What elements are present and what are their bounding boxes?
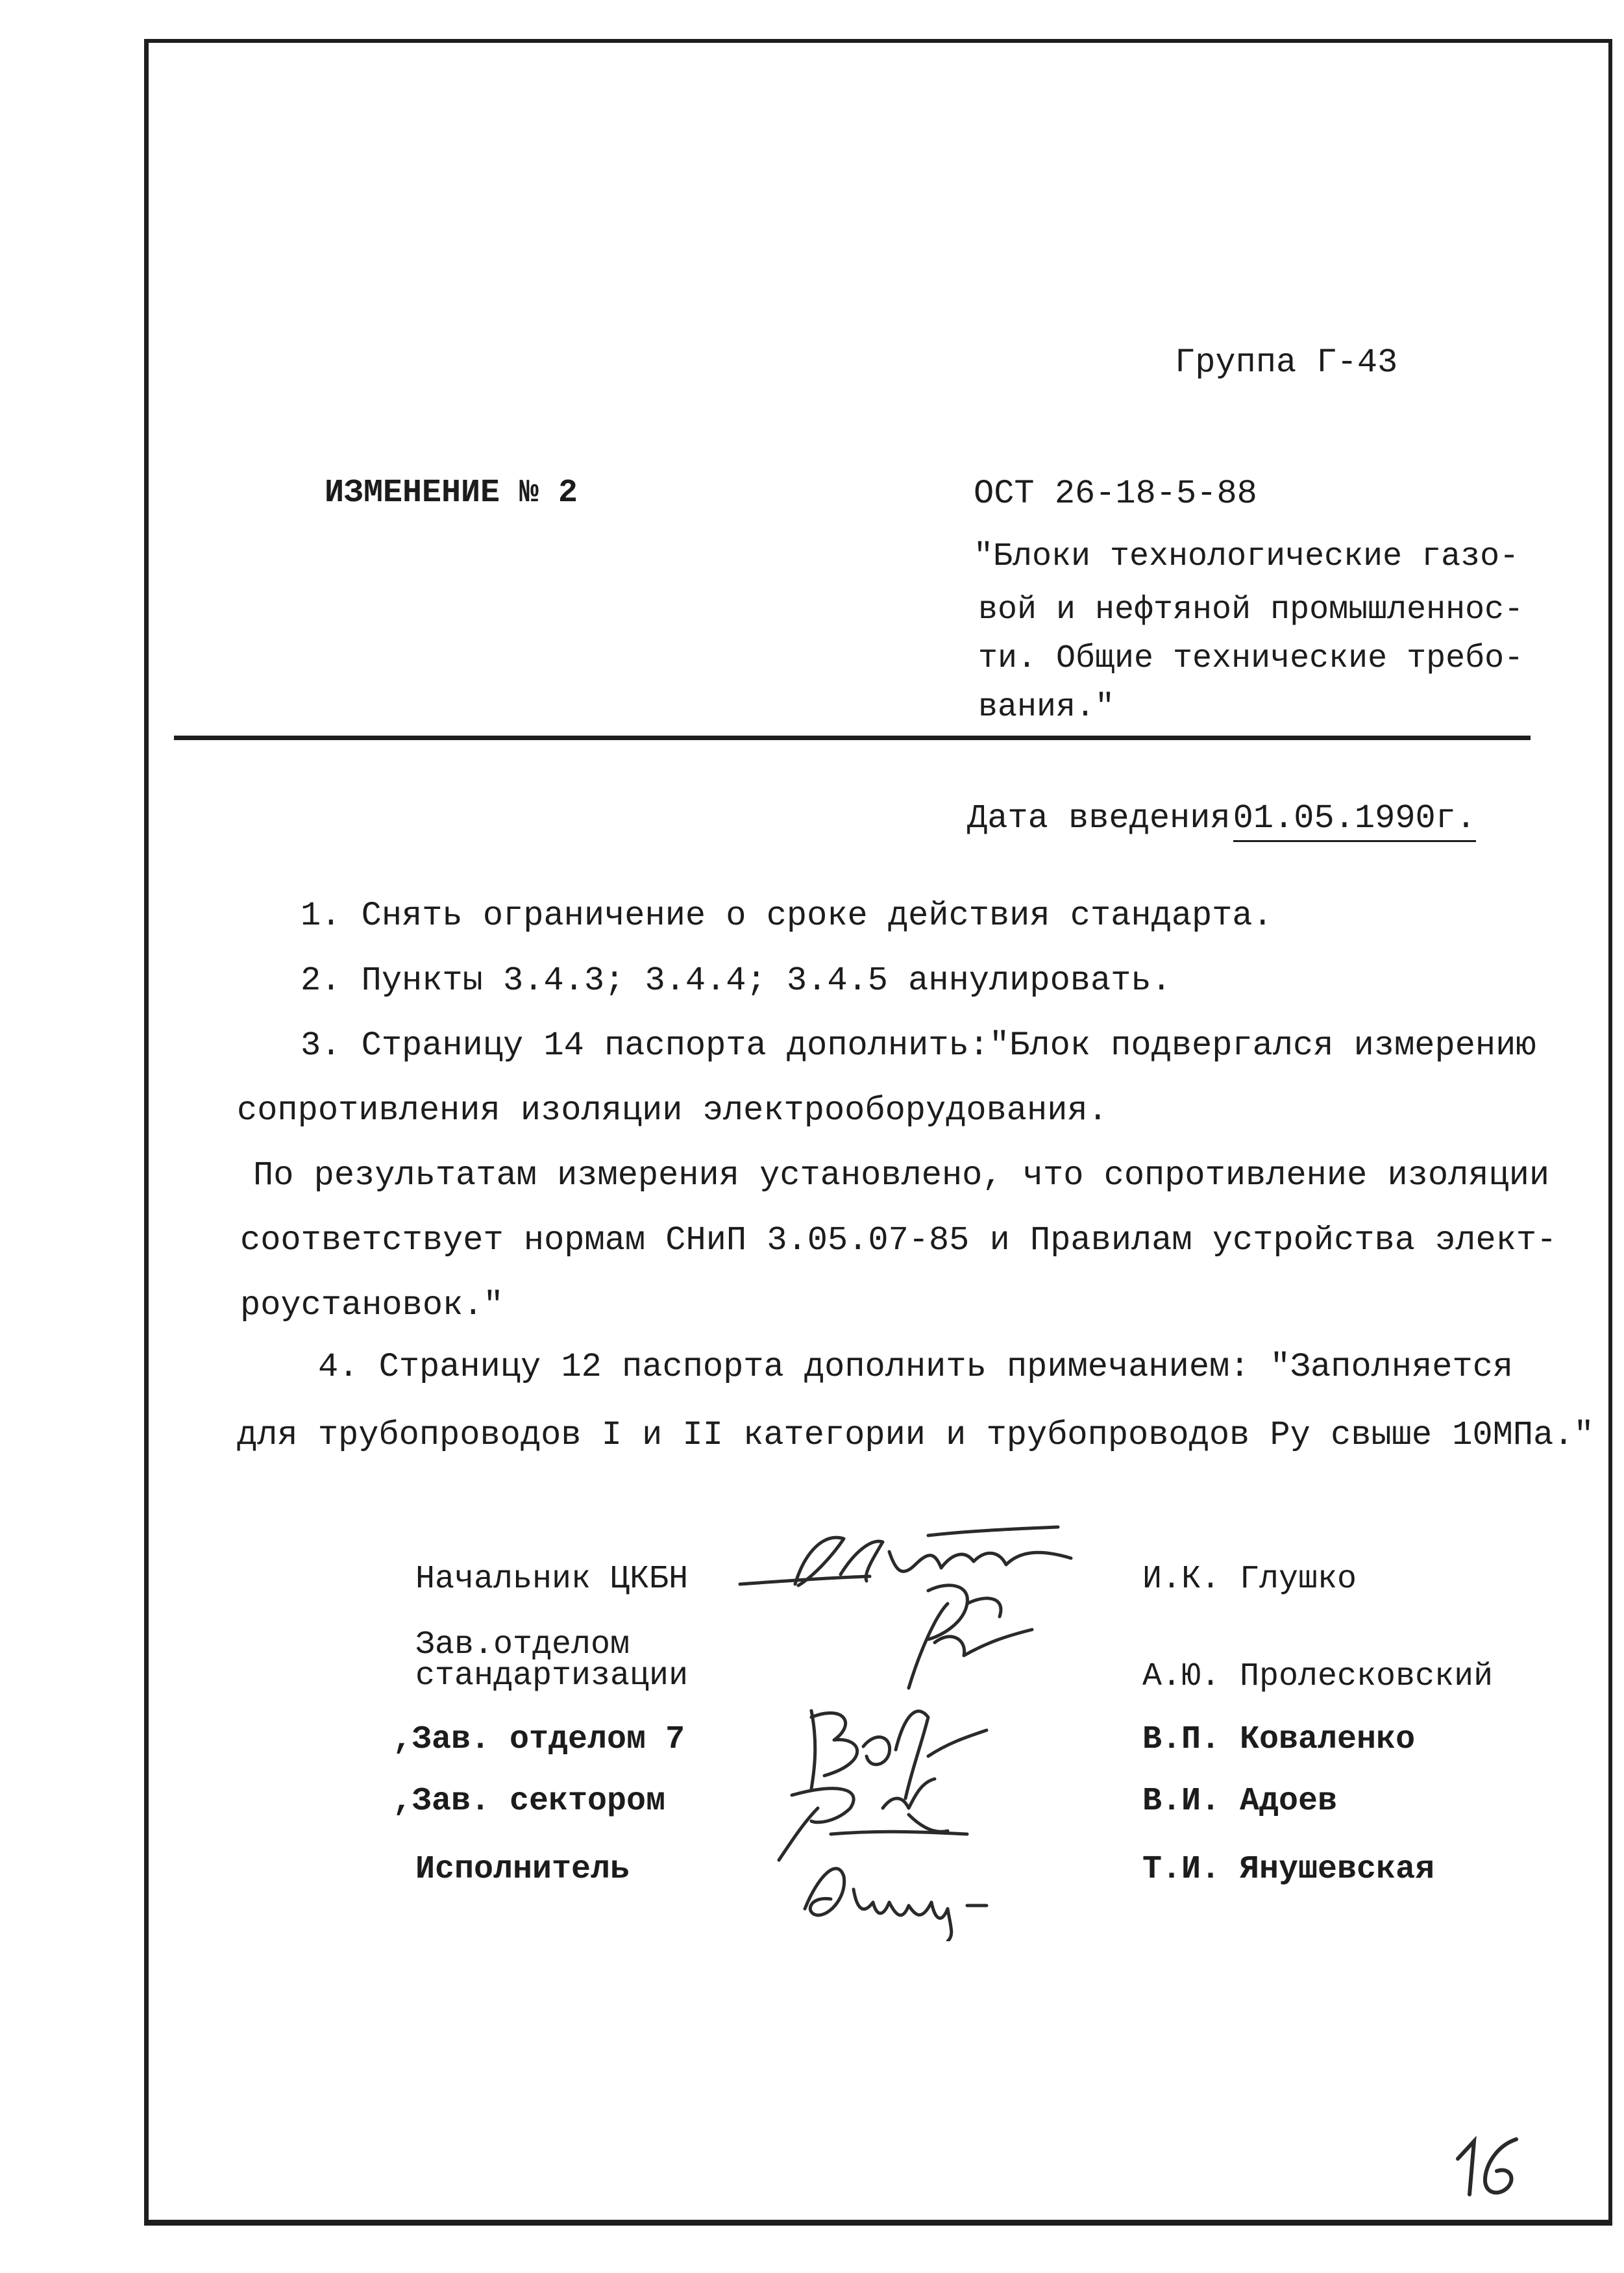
group-label: Группа Г-43 xyxy=(1175,343,1398,382)
signatory-3-position: ,Зав. отделом 7 xyxy=(393,1721,685,1758)
signatory-1-position: Начальник ЦКБН xyxy=(415,1561,689,1598)
standard-code: ОСТ 26-18-5-88 xyxy=(974,475,1257,513)
item-1: 1. Снять ограничение о сроке действия стандарта. xyxy=(301,897,1273,935)
item-3-line-5: роустановок." xyxy=(240,1286,504,1324)
header-divider xyxy=(174,736,1531,740)
effective-date-value: 01.05.1990г. xyxy=(1233,799,1476,842)
item-3-line-3: По результатам измерения установлено, что сопротивление изоляции xyxy=(253,1156,1550,1195)
signatory-2-position: Зав.отделом стандартизации xyxy=(415,1626,689,1695)
standard-title-line-1: "Блоки технологические газо- xyxy=(974,538,1519,575)
signature-5 xyxy=(792,1837,1006,1941)
page-number-handwritten xyxy=(1445,2130,1536,2201)
item-3-line-4: соответствует нормам СНиП 3.05.07-85 и Правилам устройства элект- xyxy=(240,1221,1557,1260)
signatory-4-position: ,Зав. сектором xyxy=(393,1783,666,1820)
item-3-line-1: 3. Страницу 14 паспорта дополнить:"Блок подвергался измерению xyxy=(301,1026,1536,1065)
change-number: ИЗМЕНЕНИЕ № 2 xyxy=(325,475,578,512)
signatory-4-name: В.И. Адоев xyxy=(1142,1783,1338,1820)
signatory-1-name: И.К. Глушко xyxy=(1142,1561,1357,1598)
effective-date xyxy=(967,799,1477,838)
item-3-line-2: сопротивления изоляции электрооборудования. xyxy=(237,1091,1108,1130)
item-4-line-2: для трубопроводов I и II категории и трубопроводов Ру свыше 10МПа." xyxy=(237,1416,1594,1454)
signatory-5-name: Т.И. Янушевская xyxy=(1142,1851,1435,1888)
item-4-line-1: 4. Страницу 12 паспорта дополнить примечанием: "Заполняется xyxy=(318,1348,1514,1386)
signatory-2-name: А.Ю. Пролесковский xyxy=(1142,1658,1494,1695)
item-2: 2. Пункты 3.4.3; 3.4.4; 3.4.5 аннулировать. xyxy=(301,962,1172,1000)
signatory-3-name: В.П. Коваленко xyxy=(1142,1721,1416,1758)
standard-title-line-4: вания." xyxy=(978,689,1115,726)
standard-title-line-3: ти. Общие технические требо- xyxy=(978,640,1524,677)
standard-title-line-2: вой и нефтяной промышленнос- xyxy=(978,591,1524,628)
signatory-5-position: Исполнитель xyxy=(415,1851,630,1888)
effective-date-label: Дата введения xyxy=(967,799,1231,838)
